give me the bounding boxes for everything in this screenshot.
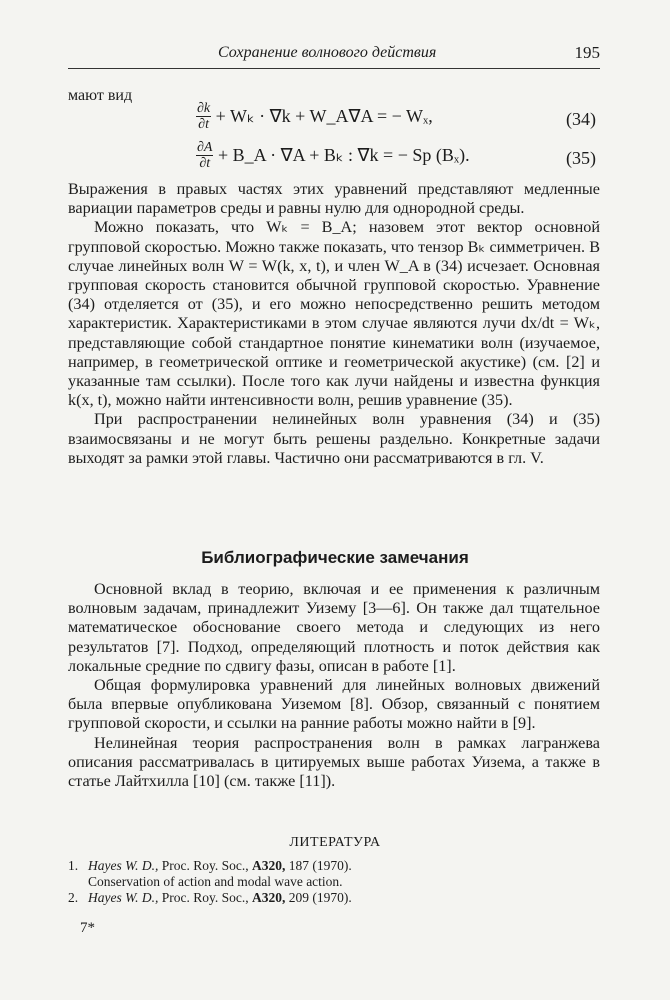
reference-volume: A320, xyxy=(252,890,286,905)
biblio-paragraph: Нелинейная теория распространения волн в рамках лагранжева описания рассматривалась в цитируемых выше работах Уизема, а также в статье Лайтхилла [10] (см. также [11]). xyxy=(68,733,600,791)
references-heading: ЛИТЕРАТУРА xyxy=(289,835,381,850)
signature-mark: 7* xyxy=(80,920,95,936)
page-number: 195 xyxy=(574,43,600,62)
eq34-expression: + Wₖ · ∇k + W_A∇A = − Wₓ, xyxy=(215,106,433,126)
running-header xyxy=(68,40,600,69)
eq35-denominator: ∂t xyxy=(199,156,211,171)
paragraph-media: Выражения в правых частях этих уравнений представляют медленные вариации параметров среды и равны нулю для однородной среды. xyxy=(68,180,600,218)
eq34-numerator: ∂k xyxy=(197,101,211,116)
equation-35 xyxy=(196,140,596,180)
eq35-numerator: ∂A xyxy=(197,140,213,155)
paragraph-nonlinear: При распространении нелинейных волн уравнения (34) и (35) взаимосвязаны и не могут быть решены раздельно. Конкретные задачи выходят за рамки этой главы. Частично они рассматриваются в гл. V. xyxy=(68,410,600,467)
paragraph-group-velocity: Можно показать, что Wₖ = B_A; назовем этот вектор основной групповой скоростью. Можно также показать, что тензор Bₖ симметричен. В случае линейных волн W = W(k, x, t), и член W_A в (34) исчезает. Основная групповая скорость становится обычной групповой скоростью. Уравнение (34) отделяется от (35), и его можно непосредственно решить методом характеристик. Характеристиками в этом случае являются лучи dx/dt = Wₖ, представляющие собой стандартное понятие кинематики волн (изучаемое, например, в геометрической оптике и геометрической акустике) (см. [2] и указанные там ссылки). После того как лучи найдены и известна функция k(x, t), можно найти интенсивности волн, решив уравнение (35). xyxy=(68,218,600,410)
running-title: Сохранение волнового действия xyxy=(218,44,437,61)
body-text xyxy=(68,180,600,468)
reference-title: Conservation of action and modal wave action. xyxy=(88,874,343,889)
section-heading: Библиографические замечания xyxy=(201,548,469,567)
reference-pages: 209 (1970). xyxy=(288,890,352,905)
references-list xyxy=(68,858,600,906)
reference-item xyxy=(68,890,600,906)
reference-pages: 187 (1970). xyxy=(288,858,352,873)
lead-text: мают вид xyxy=(68,87,133,104)
reference-volume: A320, xyxy=(252,858,286,873)
eq34-denominator: ∂t xyxy=(198,117,209,132)
equation-34 xyxy=(196,101,596,141)
eq35-fraction xyxy=(196,140,213,171)
biblio-paragraph: Основной вклад в теорию, включая и ее применения к различным волновым задачам, принадлежит Уизему [3—6]. Он также дал тщательное математическое обоснование своего метода и следующих из него результатов [7]. Подход, определяющий плотность и поток действия как локальные средние по сдвигу фазы, описан в работе [1]. xyxy=(68,580,600,675)
reference-item xyxy=(68,858,600,874)
bibliographic-notes xyxy=(68,580,600,791)
reference-author: Hayes W. D., xyxy=(88,858,159,873)
biblio-paragraph: Общая формулировка уравнений для линейных волновых движений была впервые опубликована Уиземом [8]. Обзор, связанный с понятием групповой скорости, и ссылки на ранние работы можно найти в [9]. xyxy=(68,676,600,733)
reference-source: Proc. Roy. Soc., xyxy=(161,890,249,905)
reference-number: 1. xyxy=(68,858,79,873)
reference-author: Hayes W. D., xyxy=(88,890,159,905)
reference-number: 2. xyxy=(68,890,79,905)
eq35-expression: + B_A · ∇A + Bₖ : ∇k = − Sp (Bₓ). xyxy=(217,145,470,165)
eq35-label: (35) xyxy=(566,148,596,168)
eq34-label: (34) xyxy=(566,109,596,129)
eq34-fraction xyxy=(196,101,211,132)
reference-source: Proc. Roy. Soc., xyxy=(161,858,249,873)
